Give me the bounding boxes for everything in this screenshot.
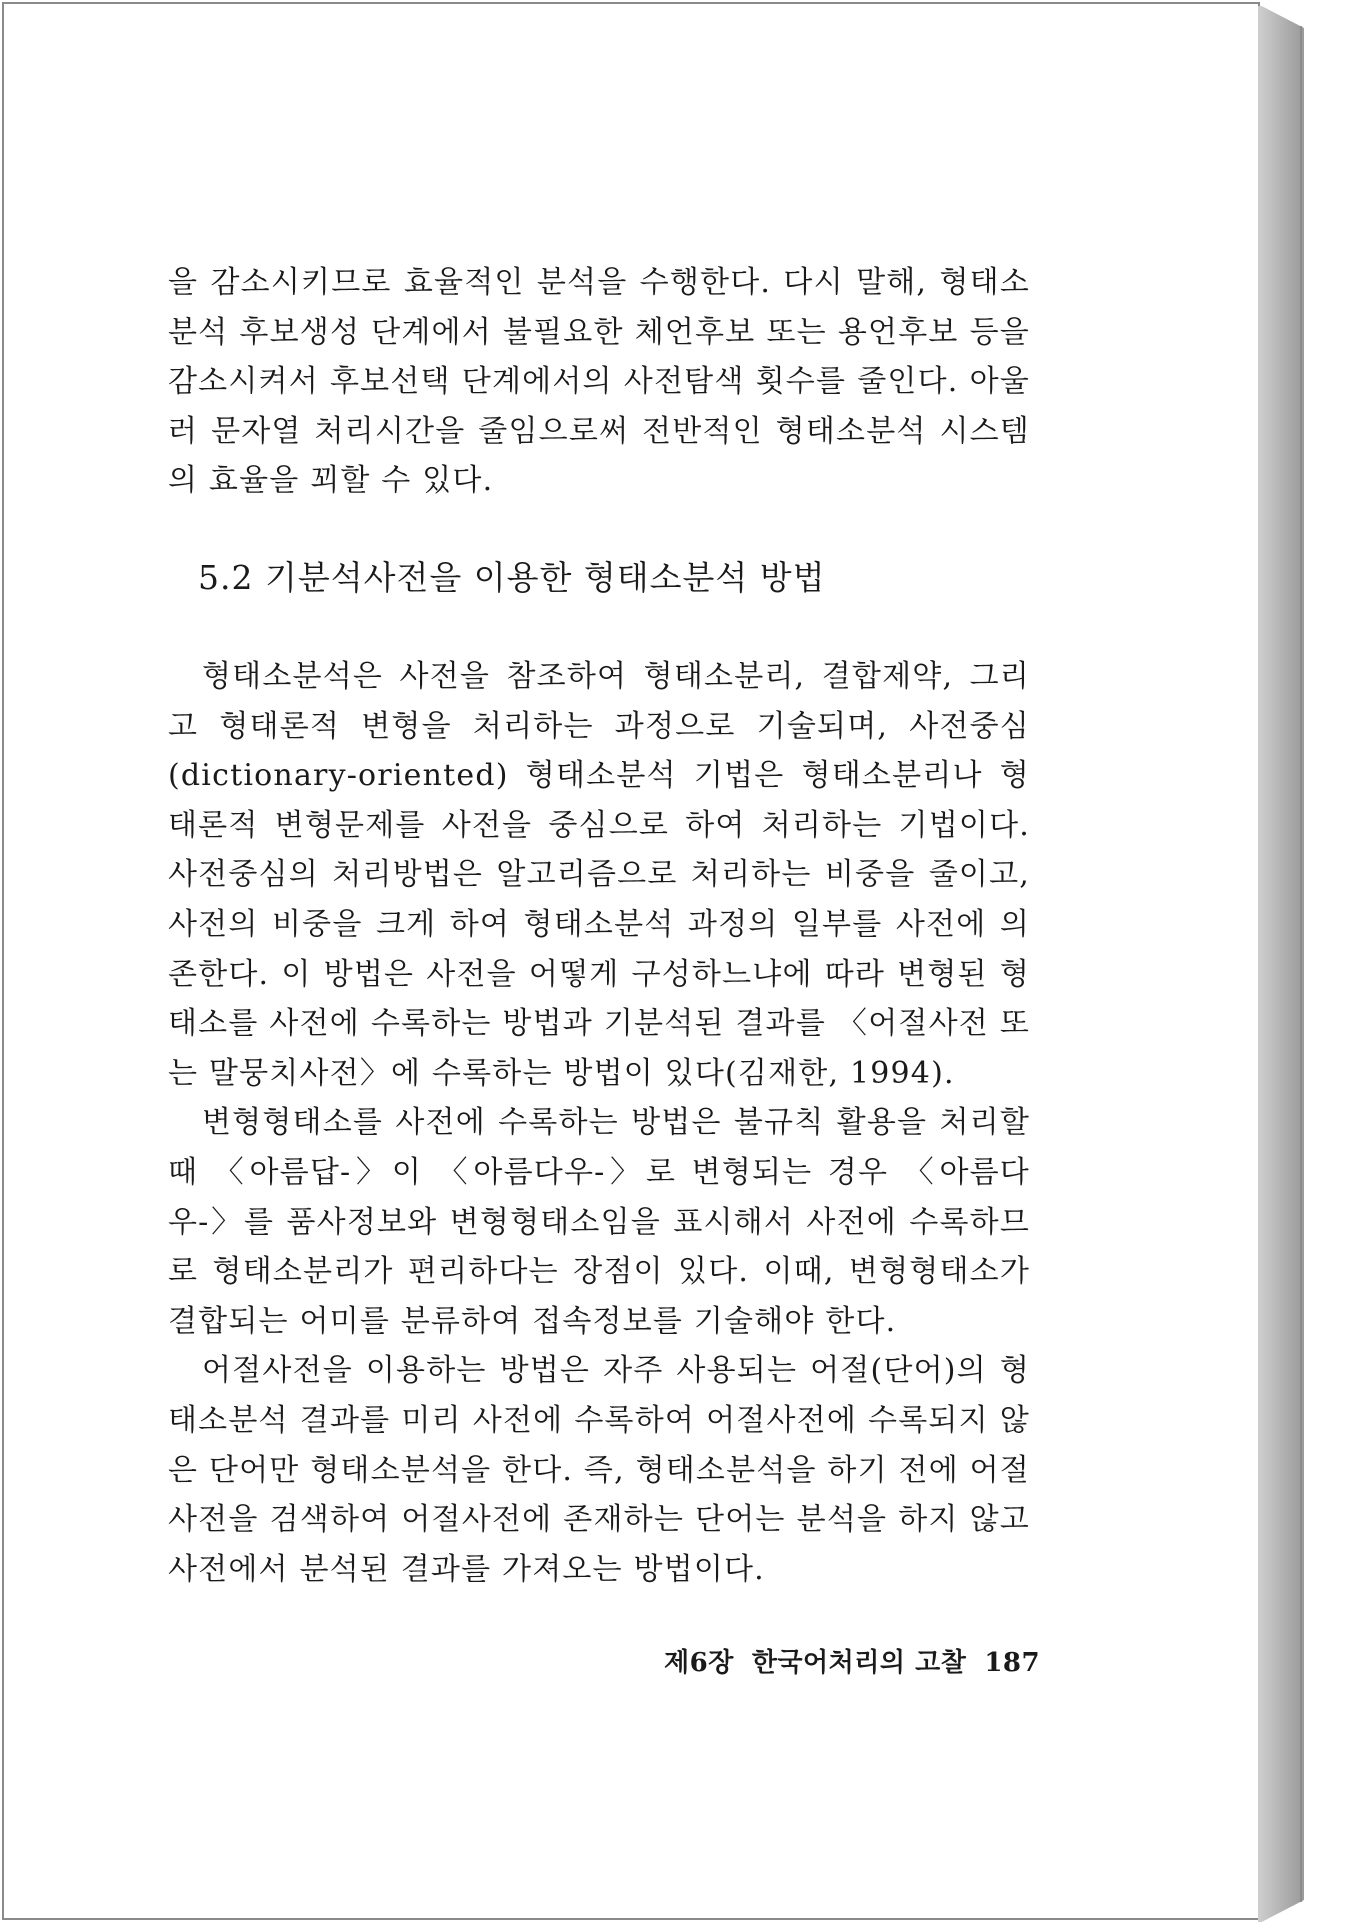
paragraph-dictionary-oriented: 형태소분석은 사전을 참조하여 형태소분리, 결합제약, 그리고 형태론적 변형을 처리하는 과정으로 기술되며, 사전중심(dictionary-oriented) 형태소분석 기법은 형태소분리나 형태론적 변형문제를 사전을 중심으로 하여 처리하는 기법이다. 사전중심의 처리방법은 알고리즘으로 처리하는 비중을 줄이고, 사전의 비중을 크게 하여 형태소분석 과정의 일부를 사전에 의존한다. 이 방법은 사전을 어떻게 구성하느냐에 따라 변형된 형태소를 사전에 수록하는 방법과 기분석된 결과를 〈어절사전 또는 말뭉치사전〉에 수록하는 방법이 있다(김재한, 1994). <box>168 659 1030 1091</box>
continued-paragraph <box>168 258 1030 506</box>
page-stack-edge <box>1258 6 1304 1922</box>
page-number: 187 <box>984 1648 1041 1678</box>
paragraph-text: 을 감소시키므로 효율적인 분석을 수행한다. 다시 말해, 형태소분석 후보생성 단계에서 불필요한 체언후보 또는 용언후보 등을 감소시켜서 후보선택 단계에서의 사전탐색 횟수를 줄인다. 아울러 문자열 처리시간을 줄임으로써 전반적인 형태소분석 시스템의 효율을 꾀할 수 있다. <box>168 265 1030 499</box>
paragraph-eojeol-dictionary: 어절사전을 이용하는 방법은 자주 사용되는 어절(단어)의 형태소분석 결과를 미리 사전에 수록하여 어절사전에 수록되지 않은 단어만 형태소분석을 한다. 즉, 형태소분석을 하기 전에 어절사전을 검색하여 어절사전에 존재하는 단어는 분석을 하지 않고 사전에서 분석된 결과를 가져오는 방법이다. <box>168 1353 1030 1587</box>
page-footer <box>664 1642 1040 1679</box>
page-edge-line <box>1300 26 1302 1902</box>
chapter-number: 제6장 <box>664 1648 734 1678</box>
section-heading: 5.2 기분석사전을 이용한 형태소분석 방법 <box>198 558 826 597</box>
section-body <box>168 652 1030 1594</box>
paragraph-variant-morpheme: 변형형태소를 사전에 수록하는 방법은 불규칙 활용을 처리할 때 〈아름답-〉이 〈아름다우-〉로 변형되는 경우 〈아름다우-〉를 품사정보와 변형형태소임을 표시해서 사전에 수록하므로 형태소분리가 편리하다는 장점이 있다. 이때, 변형형태소가 결합되는 어미를 분류하여 접속정보를 기술해야 한다. <box>168 1105 1030 1339</box>
chapter-title: 한국어처리의 고찰 <box>751 1648 967 1678</box>
